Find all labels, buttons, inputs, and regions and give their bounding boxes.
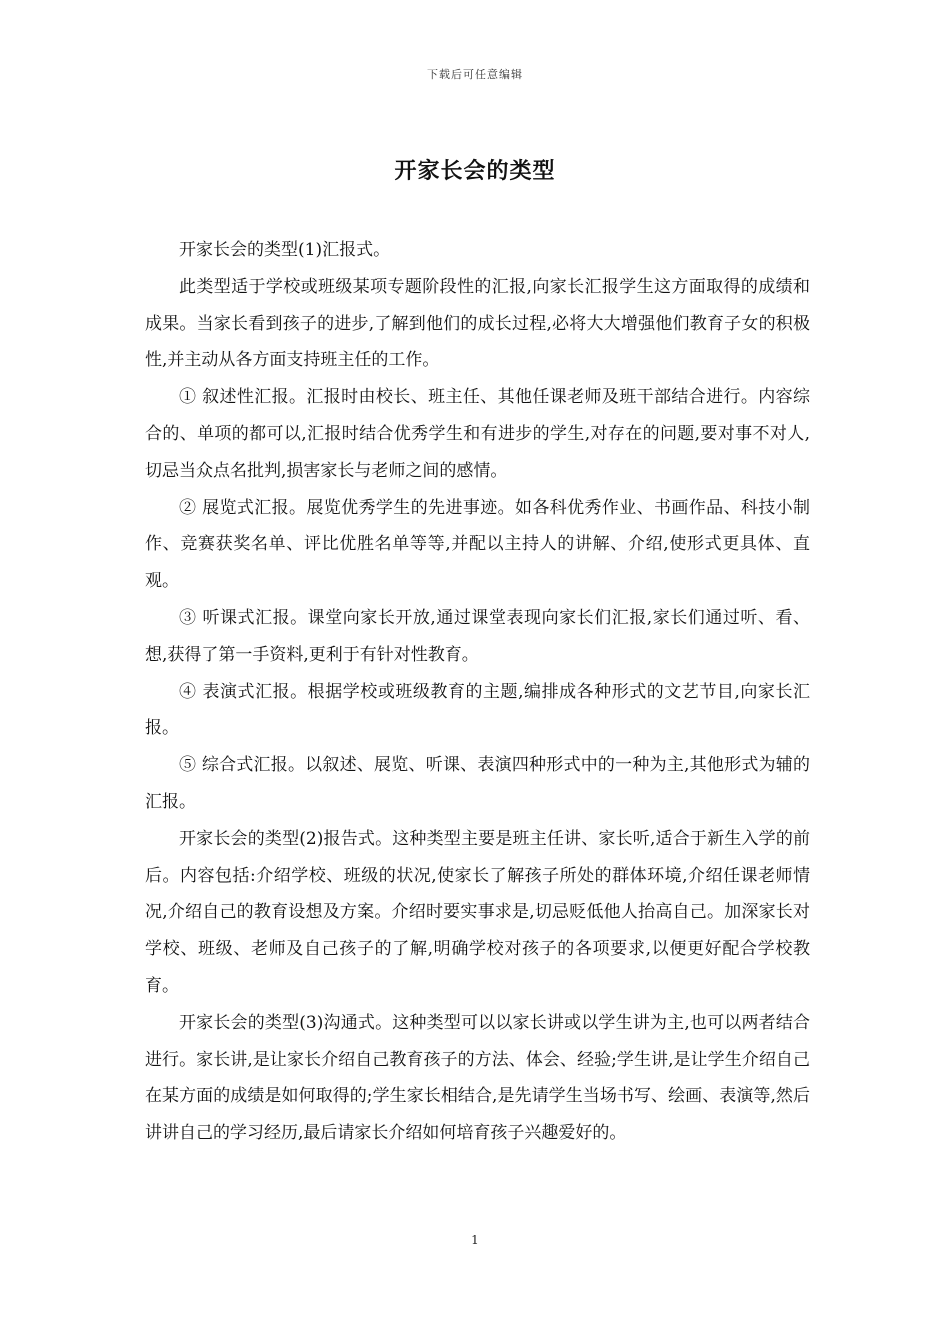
paragraph-narrative-report: ① 叙述性汇报。汇报时由校长、班主任、其他任课老师及班干部结合进行。内容综合的、单项的都可以,汇报时结合优秀学生和有进步的学生,对存在的问题,要对事不对人,切忌当众点名批判,损害家长与老师之间的感情。 [145, 387, 810, 481]
paragraph-exhibition-report: ② 展览式汇报。展览优秀学生的先进事迹。如各科优秀作业、书画作品、科技小制作、竞赛获奖名单、评比优胜名单等等,并配以主持人的讲解、介绍,使形式更具体、直观。 [145, 497, 810, 592]
paragraph-type-3-communication: 开家长会的类型(3)沟通式。这种类型可以以家长讲或以学生讲为主,也可以两者结合进行。家长讲,是让家长介绍自己教育孩子的方法、体会、经验;学生讲,是让学生介绍自己在某方面的成绩是如何取得的;学生家长相结合,是先请学生当场书写、绘画、表演等,然后讲讲自己的学习经历,最后请家长介绍如何培育孩子兴趣爱好的。 [145, 1012, 810, 1144]
page-number: 1 [471, 1233, 479, 1247]
paragraph-comprehensive-report: ⑤ 综合式汇报。以叙述、展览、听课、表演四种形式中的一种为主,其他形式为辅的汇报。 [145, 755, 810, 812]
paragraph-lecture-report: ③ 听课式汇报。课堂向家长开放,通过课堂表现向家长们汇报,家长们通过听、看、想,获得了第一手资料,更利于有针对性教育。 [145, 607, 810, 665]
document-body [145, 232, 810, 1152]
paragraph-type-1-intro: 此类型适于学校或班级某项专题阶段性的汇报,向家长汇报学生这方面取得的成绩和成果。当家长看到孩子的进步,了解到他们的成长过程,必将大大增强他们教育子女的积极性,并主动从各方面支持班主任的工作。 [145, 276, 810, 371]
paragraph-performance-report: ④ 表演式汇报。根据学校或班级教育的主题,编排成各种形式的文艺节目,向家长汇报。 [145, 681, 810, 739]
paragraph-type-2-report: 开家长会的类型(2)报告式。这种类型主要是班主任讲、家长听,适合于新生入学的前后。内容包括:介绍学校、班级的状况,使家长了解孩子所处的群体环境,介绍任课老师情况,介绍自己的教育设想及方案。介绍时要实事求是,切忌贬低他人抬高自己。加深家长对学校、班级、老师及自己孩子的了解,明确学校对孩子的各项要求,以便更好配合学校教育。 [145, 828, 810, 996]
page-header: 下载后可任意编辑 [427, 68, 523, 81]
document-title: 开家长会的类型 [394, 158, 556, 184]
paragraph-type-1-heading: 开家长会的类型(1)汇报式。 [179, 240, 391, 260]
